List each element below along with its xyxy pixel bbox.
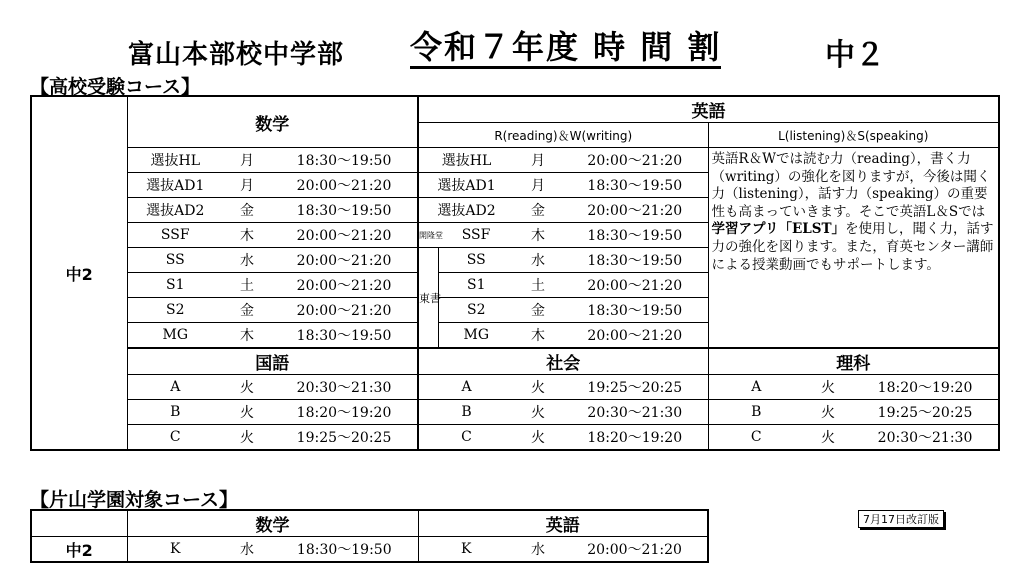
english-time: 18:30〜19:50 — [562, 173, 708, 198]
social-time: 18:20〜19:20 — [562, 425, 708, 451]
english-class: 選抜AD1 — [418, 173, 514, 198]
english-day: 水 — [514, 537, 562, 563]
english-class: 選抜HL — [418, 148, 514, 173]
science-day: 火 — [804, 400, 852, 425]
social-day: 火 — [514, 425, 562, 451]
ls-note — [708, 148, 999, 349]
math-time: 18:30〜19:50 — [271, 198, 418, 223]
japanese-time: 18:20〜19:20 — [271, 400, 418, 425]
english-day: 木 — [514, 223, 562, 248]
math-day: 金 — [223, 298, 271, 323]
japanese-day: 火 — [223, 425, 271, 451]
note-text-pre: 英語R＆Wでは読む力（reading），書く力（writing）の強化を図りますが，今後は聞く力（listening），話す力（speaking）の重要性も高まっていきます。そこで英語L＆Sでは — [711, 151, 991, 220]
revision-note: 7月17日改訂版 — [858, 510, 944, 528]
english-time: 20:00〜21:20 — [562, 537, 708, 563]
english-time: 18:30〜19:50 — [562, 223, 708, 248]
math-day: 土 — [223, 273, 271, 298]
math-time: 20:00〜21:20 — [271, 173, 418, 198]
note-text-app: 学習アプリ「ELST」 — [711, 221, 846, 238]
table-row — [31, 425, 999, 451]
math-time: 18:30〜19:50 — [271, 323, 418, 349]
math-class: 選抜AD2 — [127, 198, 223, 223]
math-class: 選抜HL — [127, 148, 223, 173]
page-title: 令和７年度 時 間 割 — [410, 28, 721, 69]
english-day: 土 — [514, 273, 562, 298]
ls-header: L(listening)＆S(speaking) — [708, 123, 999, 148]
social-header: 社会 — [418, 348, 708, 375]
math-day: 木 — [223, 323, 271, 349]
science-class: B — [708, 400, 804, 425]
science-day: 火 — [804, 375, 852, 400]
science-time: 18:20〜19:20 — [852, 375, 999, 400]
table-row — [31, 148, 999, 173]
social-day: 火 — [514, 400, 562, 425]
social-class: C — [418, 425, 514, 451]
section-label-katayama-course: 【片山学園対象コース】 — [30, 489, 239, 511]
english-time: 20:00〜21:20 — [562, 198, 708, 223]
english-class: SS — [438, 248, 514, 273]
english-day: 木 — [514, 323, 562, 349]
english-day: 水 — [514, 248, 562, 273]
english-class: SSF — [438, 223, 514, 248]
english-day: 月 — [514, 173, 562, 198]
math-time: 18:30〜19:50 — [271, 148, 418, 173]
english-class: MG — [438, 323, 514, 349]
english-class: S1 — [438, 273, 514, 298]
english-day: 金 — [514, 198, 562, 223]
science-class: A — [708, 375, 804, 400]
english-time: 18:30〜19:50 — [562, 248, 708, 273]
social-time: 20:30〜21:30 — [562, 400, 708, 425]
english-header-2: 英語 — [418, 510, 708, 537]
math-day: 月 — [223, 148, 271, 173]
english-tag: 開隆堂 — [418, 223, 438, 248]
note-text-post: を使用し，聞く力，話す力の強化を図ります。また，育英センター講師による授業動画でもサポートします。 — [711, 221, 994, 273]
math-class: K — [127, 537, 223, 563]
math-class: 選抜AD1 — [127, 173, 223, 198]
math-time: 20:00〜21:20 — [271, 248, 418, 273]
math-header-2: 数学 — [127, 510, 418, 537]
math-class: SSF — [127, 223, 223, 248]
math-day: 木 — [223, 223, 271, 248]
english-time: 18:30〜19:50 — [562, 298, 708, 323]
english-day: 金 — [514, 298, 562, 323]
rw-header: R(reading)＆W(writing) — [418, 123, 708, 148]
japanese-header: 国語 — [127, 348, 418, 375]
school-name: 富山本部校中学部 — [128, 40, 345, 70]
japanese-class: B — [127, 400, 223, 425]
english-class: S2 — [438, 298, 514, 323]
section-label-exam-course: 【高校受験コース】 — [30, 76, 201, 98]
english-time: 20:00〜21:20 — [562, 323, 708, 349]
grade-cell: 中2 — [31, 96, 127, 450]
subject-header-row — [31, 348, 999, 375]
math-header: 数学 — [127, 96, 418, 148]
math-day: 月 — [223, 173, 271, 198]
grade-cell-2: 中2 — [31, 537, 127, 563]
grade-cell-empty — [31, 510, 127, 537]
english-class: K — [418, 537, 514, 563]
math-class: S2 — [127, 298, 223, 323]
japanese-time: 19:25〜20:25 — [271, 425, 418, 451]
japanese-class: C — [127, 425, 223, 451]
science-time: 20:30〜21:30 — [852, 425, 999, 451]
math-day: 金 — [223, 198, 271, 223]
math-time: 20:00〜21:20 — [271, 298, 418, 323]
english-header: 英語 — [418, 96, 999, 123]
table-row — [31, 400, 999, 425]
japanese-day: 火 — [223, 400, 271, 425]
science-header: 理科 — [708, 348, 999, 375]
math-time: 20:00〜21:20 — [271, 223, 418, 248]
science-time: 19:25〜20:25 — [852, 400, 999, 425]
math-class: SS — [127, 248, 223, 273]
social-class: B — [418, 400, 514, 425]
english-time: 20:00〜21:20 — [562, 273, 708, 298]
japanese-time: 20:30〜21:30 — [271, 375, 418, 400]
math-day: 水 — [223, 248, 271, 273]
grade-title: 中２ — [825, 38, 885, 73]
social-class: A — [418, 375, 514, 400]
english-class: 選抜AD2 — [418, 198, 514, 223]
math-class: MG — [127, 323, 223, 349]
english-day: 月 — [514, 148, 562, 173]
science-class: C — [708, 425, 804, 451]
social-day: 火 — [514, 375, 562, 400]
english-time: 20:00〜21:20 — [562, 148, 708, 173]
social-time: 19:25〜20:25 — [562, 375, 708, 400]
math-day: 水 — [223, 537, 271, 563]
japanese-class: A — [127, 375, 223, 400]
katayama-course-timetable — [30, 509, 709, 563]
science-day: 火 — [804, 425, 852, 451]
math-time: 20:00〜21:20 — [271, 273, 418, 298]
math-class: S1 — [127, 273, 223, 298]
english-tag: 東書 — [418, 248, 438, 349]
math-time: 18:30〜19:50 — [271, 537, 418, 563]
japanese-day: 火 — [223, 375, 271, 400]
exam-course-timetable — [30, 95, 1000, 451]
table-row — [31, 375, 999, 400]
